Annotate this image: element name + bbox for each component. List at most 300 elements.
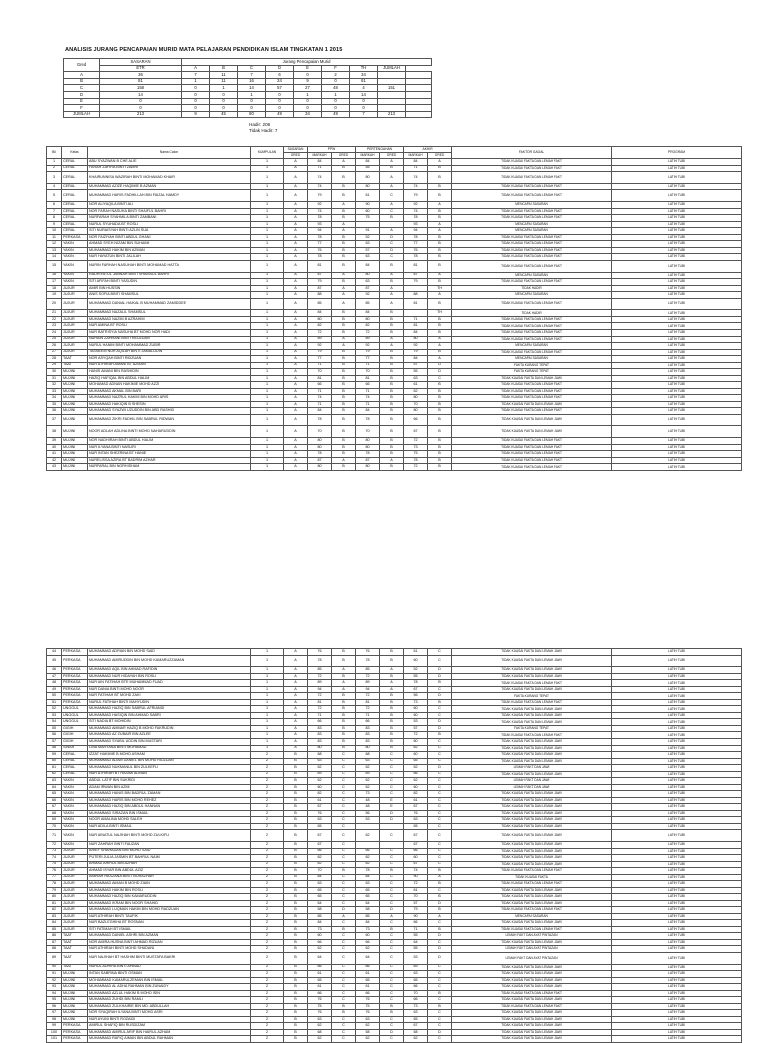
kelas-cell: PERKASA bbox=[62, 1036, 88, 1043]
akhir-gred-cell: B bbox=[428, 254, 452, 261]
ppw-gred-cell: B bbox=[332, 388, 356, 395]
ppw-markah-cell: 61 bbox=[308, 984, 332, 991]
pertengahan-markah-cell: 61 bbox=[356, 971, 380, 978]
kelas-cell: CERAL bbox=[62, 172, 88, 184]
program-cell: LATIH TUBI bbox=[612, 464, 742, 471]
sasaran-gred-cell: B bbox=[284, 791, 308, 798]
pertengahan-gred-cell: E bbox=[380, 797, 404, 804]
pertengahan-gred-cell: C bbox=[380, 900, 404, 907]
kelas-cell: YAKIN bbox=[62, 247, 88, 254]
sasaran-gred-cell: A bbox=[284, 349, 308, 356]
ppw-gred-cell: C bbox=[332, 887, 356, 894]
attendance-summary bbox=[249, 122, 277, 134]
pertengahan-gred-cell: C bbox=[380, 952, 404, 964]
subheader-markah: MARKAH bbox=[404, 153, 428, 159]
ppw-gred-cell: C bbox=[332, 758, 356, 765]
pertengahan-gred-cell: C bbox=[380, 894, 404, 901]
ppw-markah-cell: 78 bbox=[308, 254, 332, 261]
ppw-gred-cell: C bbox=[332, 1023, 356, 1030]
program-cell: LATIH TUBI bbox=[612, 649, 742, 656]
pertengahan-markah-cell: 72 bbox=[356, 673, 380, 680]
program-cell: LATIH TUBI bbox=[612, 1016, 742, 1023]
akhir-gred-cell: C bbox=[428, 848, 452, 855]
akhir-gred-cell: C bbox=[428, 842, 452, 849]
pertengahan-gred-cell: B bbox=[380, 444, 404, 451]
faktor-cell: TIDAK KUASAI FAKTA DAN LEMAH JAWI bbox=[452, 706, 612, 713]
kumpulan-cell: 2 bbox=[251, 920, 284, 927]
kelas-cell: PERKASA bbox=[62, 1023, 88, 1030]
ppw-gred-cell: B bbox=[332, 323, 356, 330]
kumpulan-cell: 2 bbox=[251, 1003, 284, 1010]
ppw-gred-cell: B bbox=[332, 362, 356, 369]
bil-cell: 45 bbox=[47, 655, 62, 667]
ppw-markah-cell: 69 bbox=[308, 771, 332, 778]
akhir-gred-cell: C bbox=[428, 887, 452, 894]
faktor-cell: TIDAK KUASAI FAKTA DAN LEMAH FAKT bbox=[452, 208, 612, 215]
ppw-markah-cell: 64 bbox=[308, 952, 332, 964]
akhir-markah-cell: 84 bbox=[404, 159, 428, 166]
ppw-gred-cell: B bbox=[332, 329, 356, 336]
bil-cell: 68 bbox=[47, 810, 62, 817]
sasaran-gred-cell: A bbox=[284, 298, 308, 310]
faktor-cell: TIDAK KUASAI FAKTA DAN LEMAH JAWI bbox=[452, 894, 612, 901]
sasaran-gred-cell: B bbox=[284, 1029, 308, 1036]
kumpulan-cell: 2 bbox=[251, 784, 284, 791]
pertengahan-markah-cell: 58 bbox=[356, 1029, 380, 1036]
kelas-cell: JUJUR bbox=[62, 855, 88, 862]
ppw-markah-cell: 65 bbox=[308, 887, 332, 894]
akhir-gred-cell: B bbox=[428, 907, 452, 914]
ppw-markah-cell: 76 bbox=[308, 810, 332, 817]
kumpulan-cell: 1 bbox=[251, 159, 284, 166]
pertengahan-markah-cell: 80 bbox=[356, 438, 380, 445]
ppw-gred-cell: A bbox=[332, 667, 356, 674]
nama-cell: MUHAMMAD AMIRUL ARIF BIN HAIRUL AZHAM bbox=[88, 1029, 251, 1036]
akhir-markah-cell: 66 bbox=[404, 848, 428, 855]
nama-cell: MUHAMMAD AIMAN B MOHD ZIAIN bbox=[88, 881, 251, 888]
bil-cell: 101 bbox=[47, 1036, 62, 1043]
kelas-cell: CERAL bbox=[62, 190, 88, 202]
pertengahan-gred-cell: B bbox=[380, 349, 404, 356]
summary-cell bbox=[406, 72, 432, 79]
pertengahan-gred-cell: B bbox=[380, 1010, 404, 1017]
nama-cell: MUHAMMAD AQIL BIN AHMAD RAFIDIN bbox=[88, 667, 251, 674]
summary-cell: 27 bbox=[294, 85, 322, 92]
ppw-gred-cell: B bbox=[332, 673, 356, 680]
program-cell: LATIH TUBI bbox=[612, 907, 742, 914]
ppw-gred-cell: D bbox=[332, 907, 356, 914]
kumpulan-cell: 2 bbox=[251, 926, 284, 933]
akhir-markah-cell: 55 bbox=[404, 933, 428, 940]
kelas-cell: MUJINI bbox=[62, 369, 88, 376]
ppw-markah-cell: 74 bbox=[308, 395, 332, 402]
akhir-markah-cell: 63 bbox=[404, 971, 428, 978]
kumpulan-cell: 1 bbox=[251, 712, 284, 719]
pertengahan-markah-cell: 84 bbox=[356, 159, 380, 166]
ppw-gred-cell: C bbox=[332, 990, 356, 997]
bil-cell: 8 bbox=[47, 215, 62, 222]
akhir-markah-cell: 69 bbox=[404, 964, 428, 971]
pertengahan-markah-cell: 66 bbox=[356, 939, 380, 946]
bil-cell: 91 bbox=[47, 971, 62, 978]
summary-cell: 0 bbox=[100, 105, 182, 112]
summary-cell: 0 bbox=[182, 98, 210, 105]
pertengahan-gred-cell: C bbox=[380, 997, 404, 1004]
faktor-cell: TIDAK KUASAI FAKTA DAN LEMAH JAWI bbox=[452, 712, 612, 719]
nama-cell: ABDUL LATIF BIN SUKRIDI bbox=[88, 778, 251, 785]
kumpulan-cell: 1 bbox=[251, 215, 284, 222]
bil-cell: 28 bbox=[47, 356, 62, 363]
faktor-cell: TIDAK KUASAI FAKTA DAN LEMAH FAKT bbox=[452, 165, 612, 172]
sasaran-gred-cell: B bbox=[284, 933, 308, 940]
sasaran-gred-cell: B bbox=[284, 939, 308, 946]
akhir-markah-cell: 81 bbox=[404, 323, 428, 330]
program-cell: LATIH TUBI bbox=[612, 861, 742, 868]
pertengahan-gred-cell: A bbox=[380, 202, 404, 209]
program-cell: LATIH TUBI bbox=[612, 323, 742, 330]
akhir-markah-cell: 73 bbox=[404, 1003, 428, 1010]
subheader-gred: GRED bbox=[380, 153, 404, 159]
akhir-gred-cell: C bbox=[428, 939, 452, 946]
kumpulan-cell: 1 bbox=[251, 719, 284, 726]
table-row bbox=[47, 298, 742, 310]
nama-cell: KHAIRUNNISA WAZIRAH BINTI MOHAMAD KHAIR bbox=[88, 172, 251, 184]
bil-cell: 96 bbox=[47, 1003, 62, 1010]
faktor-cell: MENCAPAI SASARAN bbox=[452, 343, 612, 350]
summary-cell: 1 bbox=[238, 91, 266, 98]
akhir-gred-cell: B bbox=[428, 215, 452, 222]
kumpulan-cell: 1 bbox=[251, 285, 284, 292]
bil-cell: 75 bbox=[47, 861, 62, 868]
bil-cell: 51 bbox=[47, 699, 62, 706]
summary-grade-cell: B bbox=[64, 78, 100, 85]
kumpulan-cell: 1 bbox=[251, 190, 284, 202]
akhir-gred-cell: B bbox=[428, 881, 452, 888]
ppw-gred-cell: B bbox=[332, 279, 356, 286]
sasaran-gred-cell: A bbox=[284, 414, 308, 426]
sasaran-gred-cell: A bbox=[284, 693, 308, 700]
faktor-cell: TIDAK KUASAI FAKTA DAN LEMAH JAWI bbox=[452, 1036, 612, 1043]
nama-cell: RADHIYATUL JANNAH BINTI SHAMSUL BAHRI bbox=[88, 272, 251, 279]
ppw-gred-cell: B bbox=[332, 234, 356, 241]
program-cell: LATIH TUBI bbox=[612, 732, 742, 739]
sasaran-gred-cell: B bbox=[284, 946, 308, 953]
akhir-gred-cell: C bbox=[428, 810, 452, 817]
nama-cell: MUHAMMAD NAZALIL SHAMSUL bbox=[88, 310, 251, 317]
kelas-cell: CERAL bbox=[62, 183, 88, 190]
table-row bbox=[47, 464, 742, 471]
kumpulan-cell: 1 bbox=[251, 408, 284, 415]
summary-cell: 57 bbox=[266, 85, 294, 92]
kumpulan-cell: 2 bbox=[251, 933, 284, 940]
bil-cell: 20 bbox=[47, 298, 62, 310]
faktor-cell: TIDAK KUASAI FAKTA DAN LEMAH FAKT bbox=[452, 464, 612, 471]
nama-cell: MUHAMMAD RAFIQ AIMAN BIN ABDUL RAHMAN bbox=[88, 1036, 251, 1043]
ppw-markah-cell: 79 bbox=[308, 349, 332, 356]
nama-cell: SITI AFIFAH BINTI YASUDIN bbox=[88, 279, 251, 286]
akhir-gred-cell: C bbox=[428, 686, 452, 693]
sasaran-gred-cell: B bbox=[284, 887, 308, 894]
program-cell: LATIH TUBI bbox=[612, 673, 742, 680]
summary-subheader: D bbox=[266, 65, 294, 72]
akhir-markah-cell: 60 bbox=[404, 738, 428, 745]
ppw-markah-cell: 88 bbox=[308, 292, 332, 299]
bil-cell: 36 bbox=[47, 408, 62, 415]
nama-cell: AMIR BIN HUSSIN bbox=[88, 285, 251, 292]
program-cell: LATIH TUBI bbox=[612, 855, 742, 862]
summary-cell: 0 bbox=[294, 72, 322, 79]
bil-cell: 72 bbox=[47, 842, 62, 849]
subheader-gred: GRED bbox=[428, 153, 452, 159]
kumpulan-cell: 1 bbox=[251, 649, 284, 656]
sasaran-gred-cell: A bbox=[284, 215, 308, 222]
kumpulan-cell: 2 bbox=[251, 817, 284, 824]
sasaran-gred-cell: A bbox=[284, 254, 308, 261]
table-row bbox=[47, 830, 742, 842]
bil-cell: 40 bbox=[47, 444, 62, 451]
sasaran-gred-cell: B bbox=[284, 894, 308, 901]
bil-cell: 25 bbox=[47, 336, 62, 343]
akhir-markah-cell: 78 bbox=[404, 680, 428, 687]
faktor-cell: TIDAK KUASAI FAKTA DAN LEMAH FAKT bbox=[452, 1003, 612, 1010]
ppw-markah-cell: 63 bbox=[308, 817, 332, 824]
pertengahan-markah-cell: 89 bbox=[356, 336, 380, 343]
ppw-gred-cell: B bbox=[332, 725, 356, 732]
ppw-markah-cell: 66 bbox=[308, 382, 332, 389]
kelas-cell: MUJINI bbox=[62, 464, 88, 471]
akhir-markah-cell: 67 bbox=[404, 426, 428, 438]
bil-cell: 17 bbox=[47, 279, 62, 286]
ppw-markah-cell: 78 bbox=[308, 451, 332, 458]
summary-row bbox=[64, 98, 432, 105]
table-row bbox=[47, 190, 742, 202]
nama-cell: MUHAMMAD AZ ZUBAIR BIN AZLEE bbox=[88, 732, 251, 739]
program-cell: LATIH TUBI bbox=[612, 395, 742, 402]
bil-cell: 90 bbox=[47, 964, 62, 971]
summary-cell: 1 bbox=[210, 85, 238, 92]
faktor-cell: TIDAK KUASAI FAKTA DAN LEMAH JAWI bbox=[452, 797, 612, 804]
nama-cell: NOR NADHIRAH BINTI ABDUL HALIM bbox=[88, 438, 251, 445]
akhir-gred-cell: D bbox=[428, 369, 452, 376]
nama-cell: MUHAMMAD SIRAZAN BIN ISMAIL bbox=[88, 810, 251, 817]
ppw-gred-cell: C bbox=[332, 817, 356, 824]
ppw-gred-cell: A bbox=[332, 285, 356, 292]
pertengahan-markah-cell: 94 bbox=[356, 686, 380, 693]
summary-cell: 14 bbox=[100, 91, 182, 98]
kumpulan-cell: 1 bbox=[251, 349, 284, 356]
ppw-markah-cell: 74 bbox=[308, 183, 332, 190]
akhir-gred-cell: B bbox=[428, 426, 452, 438]
kumpulan-cell: 1 bbox=[251, 655, 284, 667]
pertengahan-markah-cell: 63 bbox=[356, 758, 380, 765]
kumpulan-cell: 2 bbox=[251, 1023, 284, 1030]
bil-cell: 78 bbox=[47, 881, 62, 888]
bil-cell: 42 bbox=[47, 457, 62, 464]
kelas-cell: MUJINI bbox=[62, 977, 88, 984]
pertengahan-gred-cell: B bbox=[380, 382, 404, 389]
sasaran-gred-cell: A bbox=[284, 159, 308, 166]
pertengahan-markah-cell: 89 bbox=[356, 680, 380, 687]
pertengahan-gred-cell: D bbox=[380, 247, 404, 254]
nama-cell: NUR ADILA BINTI ISMAIL bbox=[88, 823, 251, 830]
faktor-cell: TIDAK KUASAI FAKTA DAN LEMAH FAKT bbox=[452, 254, 612, 261]
akhir-gred-cell: C bbox=[428, 920, 452, 927]
pertengahan-markah-cell: 84 bbox=[356, 310, 380, 317]
kumpulan-cell: 2 bbox=[251, 823, 284, 830]
kelas-cell: YAKIN bbox=[62, 830, 88, 842]
kumpulan-cell: 1 bbox=[251, 247, 284, 254]
akhir-gred-cell: B bbox=[428, 247, 452, 254]
faktor-cell: TIDAK KUASAI FAKTA DAN LEMAH FAKT bbox=[452, 395, 612, 402]
pertengahan-markah-cell: 71 bbox=[356, 401, 380, 408]
ppw-gred-cell: C bbox=[332, 804, 356, 811]
kelas-cell: PERKASA bbox=[62, 655, 88, 667]
bil-cell: 11 bbox=[47, 234, 62, 241]
summary-cell: 0 bbox=[294, 98, 322, 105]
kumpulan-cell: 2 bbox=[251, 758, 284, 765]
pertengahan-markah-cell: 83 bbox=[356, 725, 380, 732]
akhir-markah-cell: 80 bbox=[404, 395, 428, 402]
akhir-markah-cell: 90 bbox=[404, 913, 428, 920]
bil-cell: 89 bbox=[47, 952, 62, 964]
nama-cell: MUHAMMAD AMIRUDDIN BIN MOHD KAMARUZZAMAN bbox=[88, 655, 251, 667]
program-cell: LATIH TUBI bbox=[612, 375, 742, 382]
bil-cell: 1 bbox=[47, 159, 62, 166]
ppw-markah-cell: 83 bbox=[308, 725, 332, 732]
faktor-cell: TIDAK KUASAI FAKTA DAN LEMAH JAWI bbox=[452, 686, 612, 693]
ppw-gred-cell: C bbox=[332, 939, 356, 946]
summary-cell bbox=[378, 78, 406, 85]
program-cell: LATIH TUBI bbox=[612, 438, 742, 445]
pertengahan-markah-cell: 87 bbox=[356, 457, 380, 464]
akhir-markah-cell: 63 bbox=[404, 817, 428, 824]
pertengahan-markah-cell: 62 bbox=[356, 1023, 380, 1030]
pertengahan-gred-cell: C bbox=[380, 254, 404, 261]
faktor-cell: TIDAK KUASAI FAKTA DAN LEMAH JAWI bbox=[452, 655, 612, 667]
akhir-gred-cell: C bbox=[428, 964, 452, 971]
ppw-markah-cell: 66 bbox=[308, 719, 332, 726]
akhir-gred-cell: C bbox=[428, 758, 452, 765]
ppw-gred-cell: A bbox=[332, 913, 356, 920]
header-nama: Nama Calon bbox=[88, 147, 251, 159]
bil-cell: 67 bbox=[47, 804, 62, 811]
ppw-gred-cell: A bbox=[332, 292, 356, 299]
pertengahan-markah-cell: 68 bbox=[356, 752, 380, 759]
summary-row bbox=[64, 91, 432, 98]
program-cell: LATIH TUBI bbox=[612, 165, 742, 172]
kumpulan-cell: 2 bbox=[251, 810, 284, 817]
nama-cell: MUHAMMAD AZLUL HAKIM B MOHD ISIN bbox=[88, 990, 251, 997]
kelas-cell: MUJINI bbox=[62, 388, 88, 395]
kumpulan-cell: 2 bbox=[251, 990, 284, 997]
sasaran-gred-cell: B bbox=[284, 1036, 308, 1043]
summary-cell: 9 bbox=[182, 111, 210, 118]
akhir-gred-cell: C bbox=[428, 375, 452, 382]
bil-cell: 13 bbox=[47, 247, 62, 254]
attendance-hadir: Hadir: 206 bbox=[249, 122, 271, 127]
nama-cell: MUHAMMAD ZIKRI FADHIL BIN SABRUL RIDWAN bbox=[88, 414, 251, 426]
summary-cell bbox=[378, 72, 406, 79]
akhir-gred-cell: C bbox=[428, 817, 452, 824]
ppw-gred-cell: B bbox=[332, 426, 356, 438]
ppw-gred-cell: B bbox=[332, 464, 356, 471]
kelas-cell: YAKIN bbox=[62, 254, 88, 261]
sasaran-gred-cell: A bbox=[284, 426, 308, 438]
header-kelas: Kelas bbox=[62, 147, 88, 159]
program-cell: LATIH TUBI bbox=[612, 830, 742, 842]
nama-cell: IZZAT HAKIMIE B MOHD ASHAM bbox=[88, 752, 251, 759]
akhir-markah-cell: 79 bbox=[404, 907, 428, 914]
ppw-gred-cell: B bbox=[332, 369, 356, 376]
sasaran-gred-cell: B bbox=[284, 881, 308, 888]
kelas-cell: UNGGUL bbox=[62, 712, 88, 719]
summary-cell: 213 bbox=[100, 111, 182, 118]
kumpulan-cell: 2 bbox=[251, 797, 284, 804]
summary-subheader: TH bbox=[350, 65, 378, 72]
bil-cell: 97 bbox=[47, 1010, 62, 1017]
kumpulan-cell: 2 bbox=[251, 939, 284, 946]
akhir-gred-cell: C bbox=[428, 738, 452, 745]
ppw-gred-cell: B bbox=[332, 1010, 356, 1017]
akhir-markah-cell: 67 bbox=[404, 830, 428, 842]
pertengahan-gred-cell: A bbox=[380, 913, 404, 920]
faktor-cell: TIDAK KUASAI FAKTA DAN LEMAH JAWI bbox=[452, 673, 612, 680]
akhir-gred-cell: C bbox=[428, 804, 452, 811]
pertengahan-markah-cell: 63 bbox=[356, 241, 380, 248]
summary-cell: 61 bbox=[350, 78, 378, 85]
program-cell: LATIH TUBI bbox=[612, 706, 742, 713]
bil-cell: 48 bbox=[47, 680, 62, 687]
kumpulan-cell: 1 bbox=[251, 310, 284, 317]
program-cell: LATIH TUBI bbox=[612, 738, 742, 745]
kumpulan-cell: 1 bbox=[251, 464, 284, 471]
sasaran-gred-cell: A bbox=[284, 285, 308, 292]
kumpulan-cell: 2 bbox=[251, 977, 284, 984]
kelas-cell: YAKIN bbox=[62, 778, 88, 785]
ppw-gred-cell: C bbox=[332, 842, 356, 849]
summary-cell: 151 bbox=[378, 85, 406, 92]
kumpulan-cell: 2 bbox=[251, 778, 284, 785]
sasaran-gred-cell: A bbox=[284, 316, 308, 323]
bil-cell: 31 bbox=[47, 375, 62, 382]
akhir-markah-cell: 60 bbox=[404, 712, 428, 719]
kumpulan-cell: 1 bbox=[251, 375, 284, 382]
pertengahan-gred-cell: A bbox=[380, 292, 404, 299]
akhir-gred-cell: C bbox=[428, 655, 452, 667]
kumpulan-cell: 1 bbox=[251, 234, 284, 241]
akhir-gred-cell: B bbox=[428, 680, 452, 687]
nama-cell: MUHAMMAD HAKIM BIN AZMAN bbox=[88, 247, 251, 254]
pertengahan-markah-cell: 84 bbox=[356, 920, 380, 927]
akhir-gred-cell: C bbox=[428, 1010, 452, 1017]
summary-cell: 45 bbox=[210, 111, 238, 118]
pertengahan-gred-cell: A bbox=[380, 686, 404, 693]
faktor-cell: TIDAK KUASAI FAKTA DAN LEMAH JAWI bbox=[452, 375, 612, 382]
sasaran-gred-cell: B bbox=[284, 907, 308, 914]
program-cell: LATIH TUBI bbox=[612, 952, 742, 964]
faktor-cell: TIDAK KUASAI FAKTA DAN LEMAH FAKT bbox=[452, 926, 612, 933]
bil-cell: 59 bbox=[47, 752, 62, 759]
pertengahan-gred-cell: C bbox=[380, 939, 404, 946]
program-cell: LATIH TUBI bbox=[612, 868, 742, 875]
ppw-gred-cell: A bbox=[332, 221, 356, 228]
ppw-gred-cell: C bbox=[332, 830, 356, 842]
bil-cell: 23 bbox=[47, 323, 62, 330]
sasaran-gred-cell: A bbox=[284, 401, 308, 408]
pertengahan-markah-cell: 62 bbox=[356, 765, 380, 772]
pertengahan-markah-cell: 84 bbox=[356, 874, 380, 881]
nama-cell: AHMAD SYEH NIZAM BIN SUHAIMI bbox=[88, 241, 251, 248]
